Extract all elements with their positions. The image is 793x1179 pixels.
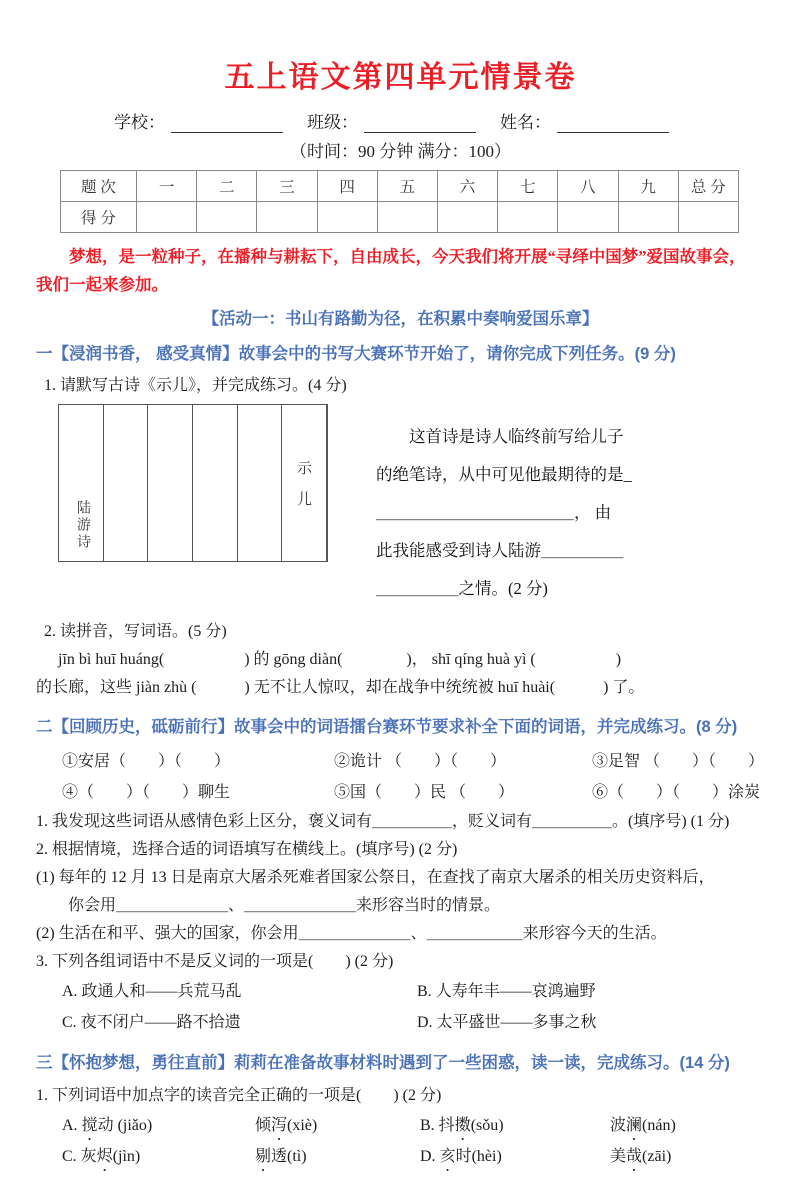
section3-q1-options-row2 — [62, 1141, 765, 1172]
score-row-label: 得 分 — [61, 202, 137, 233]
score-header-cell: 题 次 — [61, 171, 137, 202]
poem-author-vertical: 陆游诗 — [75, 500, 90, 552]
word-item: ⑤国（ ）民 （ ） — [334, 783, 515, 801]
option-a: A. 政通人和——兵荒马乱 — [62, 982, 242, 1000]
class-label: 班级： — [307, 113, 358, 132]
option-d-word2: 美哉(zāi) — [610, 1147, 672, 1165]
section1-heading: 一【浸润书香， 感受真情】故事会中的书写大赛环节开始了，请你完成下列任务。(9 分) — [36, 345, 676, 364]
poem-note-line: 这首诗是诗人临终前写给儿子 — [409, 427, 624, 447]
poem-note-line: 此我能感受到诗人陆游＿＿＿＿＿ — [376, 541, 624, 561]
section2-q1: 1. 我发现这些词语从感情色彩上区分，褒义词有＿＿＿＿＿，贬义词有＿＿＿＿＿。(填序号) (1 分) — [36, 812, 730, 830]
option-c-word1: C. 灰烬(jìn) — [62, 1147, 141, 1165]
section1-q1: 1. 请默写古诗《示儿》，并完成练习。(4 分) — [44, 377, 347, 395]
student-info-row — [36, 108, 765, 133]
school-blank — [171, 115, 283, 133]
exam-title: 五上语文第四单元情景卷 — [224, 61, 577, 94]
score-header-cell: 二 — [197, 171, 257, 202]
option-a-word2: 倾泻(xiè) — [255, 1116, 318, 1134]
section2-q3-options-row1 — [62, 976, 765, 1007]
section3-q1-options-row1 — [62, 1110, 765, 1141]
word-item: ④（ ）（ ）聊生 — [62, 783, 231, 801]
option-c: C. 夜不闭户——路不拾遗 — [62, 1014, 241, 1032]
word-completion-row2 — [62, 777, 765, 808]
intro-line: 我们一起来参加。 — [36, 275, 168, 295]
option-b-word2: 波澜(nán) — [610, 1116, 676, 1134]
score-cell — [618, 202, 678, 233]
word-item: ①安居（ ）（ ） — [62, 752, 231, 770]
score-table — [60, 170, 739, 233]
pinyin-line-2: 的长廊，这些 jiàn zhù ( ) 无不让人惊叹，却在战争中统统被 huī huài( ) 了。 — [36, 679, 645, 697]
option-d: D. 太平盛世——多事之秋 — [417, 1014, 597, 1032]
section2-q2-item1-line2: 你会用＿＿＿＿＿＿＿、＿＿＿＿＿＿＿来形容当时的情景。 — [68, 896, 501, 914]
score-header-cell: 一 — [137, 171, 197, 202]
poem-note-line: ＿＿＿＿＿＿＿＿＿＿＿＿， 由 — [376, 503, 612, 523]
score-cell — [137, 202, 197, 233]
score-cell — [498, 202, 558, 233]
score-header-cell: 三 — [257, 171, 317, 202]
word-item: ③足智 （ ）（ ） — [592, 752, 765, 770]
activity1-heading: 【活动一：书山有路勤为径，在积累中奏响爱国乐章】 — [202, 310, 599, 329]
score-header-cell: 总 分 — [678, 171, 738, 202]
score-cell — [317, 202, 377, 233]
option-d-word1: D. 亥时(hèi) — [420, 1147, 502, 1165]
name-label: 姓名： — [500, 113, 551, 132]
section2-q2-item1-line1: (1) 每年的 12 月 13 日是南京大屠杀死难者国家公祭日，在查找了南京大屠杀的相关历史资料后， — [36, 868, 715, 886]
score-cell — [257, 202, 317, 233]
score-cell — [437, 202, 497, 233]
poem-copy-area — [58, 404, 765, 608]
poem-note-line: ＿＿＿＿＿之情。(2 分) — [376, 579, 548, 599]
section3-q1: 1. 下列词语中加点字的读音完全正确的一项是( ) (2 分) — [36, 1086, 442, 1104]
name-blank — [557, 115, 669, 133]
score-cell — [197, 202, 257, 233]
score-header-cell: 八 — [558, 171, 618, 202]
word-item: ⑥（ ）（ ）涂炭 — [592, 783, 761, 801]
score-table-header-row — [61, 171, 739, 202]
poem-title-vertical: 示儿 — [295, 460, 311, 523]
word-item: ②诡计 （ ）（ ） — [334, 752, 507, 770]
intro-paragraph — [36, 243, 765, 299]
option-b-word1: B. 抖擞(sǒu) — [420, 1116, 504, 1134]
section2-q2: 2. 根据情境，选择合适的词语填写在横线上。(填序号) (2 分) — [36, 840, 458, 858]
option-a-word1: A. 搅动 (jiǎo) — [62, 1116, 153, 1134]
poem-writing-grid — [58, 404, 328, 562]
pinyin-line-1: jīn bì huī huáng( ) 的 gōng diàn( )， shī qíng huà yì ( ) — [58, 651, 622, 669]
section2-q2-item2: (2) 生活在和平、强大的国家，你会用＿＿＿＿＿＿＿、＿＿＿＿＿＿来形容今天的生活。 — [36, 924, 667, 942]
score-table-score-row — [61, 202, 739, 233]
section1-q2: 2. 读拼音，写词语。(5 分) — [44, 623, 227, 641]
score-header-cell: 四 — [317, 171, 377, 202]
score-header-cell: 七 — [498, 171, 558, 202]
time-score-line: （时间：90 分钟 满分：100） — [290, 142, 511, 161]
score-header-cell: 五 — [377, 171, 437, 202]
section3-heading: 三【怀抱梦想，勇往直前】莉莉在准备故事材料时遇到了一些困惑，读一读，完成练习。(14 分) — [36, 1054, 730, 1073]
option-c-word2: 剔透(tì) — [255, 1147, 307, 1165]
section2-q3: 3. 下列各组词语中不是反义词的一项是( ) (2 分) — [36, 952, 394, 970]
poem-note-text — [376, 418, 728, 608]
section2-heading: 二【回顾历史，砥砺前行】故事会中的词语擂台赛环节要求补全下面的词语，并完成练习。(8 分) — [36, 718, 738, 737]
poem-grid-column — [193, 405, 238, 561]
score-header-cell: 六 — [437, 171, 497, 202]
class-blank — [364, 115, 476, 133]
poem-grid-column — [148, 405, 193, 561]
section2-q3-options-row2 — [62, 1007, 765, 1038]
score-cell — [678, 202, 738, 233]
score-cell — [377, 202, 437, 233]
intro-line: 梦想，是一粒种子，在播种与耕耘下，自由成长，今天我们将开展“寻绎中国梦”爱国故事会， — [69, 247, 746, 266]
poem-grid-column — [238, 405, 283, 561]
school-label: 学校： — [114, 113, 165, 132]
score-header-cell: 九 — [618, 171, 678, 202]
poem-note-line: 的绝笔诗，从中可见他最期待的是_ — [376, 465, 632, 485]
poem-grid-column — [104, 405, 149, 561]
score-cell — [558, 202, 618, 233]
word-completion-row1 — [62, 746, 765, 777]
option-b: B. 人寿年丰——哀鸿遍野 — [417, 982, 596, 1000]
